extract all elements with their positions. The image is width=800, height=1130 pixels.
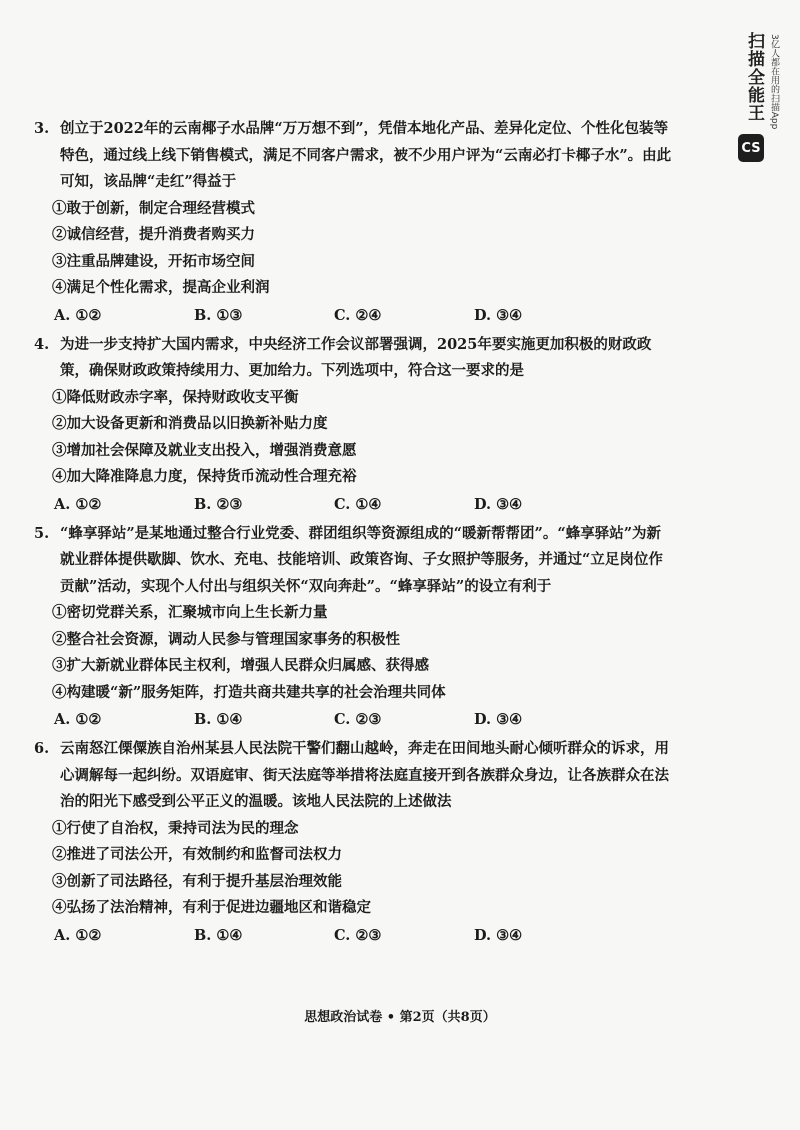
statement-option: ②诚信经营，提升消费者购买力 xyxy=(52,226,255,243)
statement-option: ④满足个性化需求，提高企业利润 xyxy=(52,279,270,296)
choice-d: D. ③④ xyxy=(474,306,523,324)
statement-option: ②整合社会资源，调动人民参与管理国家事务的积极性 xyxy=(52,630,400,648)
choice-a: A. ①② xyxy=(54,711,102,728)
question-number: 4. xyxy=(34,335,50,353)
statement-option: ③扩大新就业群体民主权利，增强人民群众归属感、获得感 xyxy=(52,657,429,674)
answer-choices xyxy=(34,922,674,950)
question-4 xyxy=(34,332,674,519)
choice-d: D. ③④ xyxy=(474,926,523,944)
question-stem xyxy=(34,521,674,601)
choice-b: B. ①③ xyxy=(194,306,243,324)
statement-option: ①密切党群关系，汇聚城市向上生长新力量 xyxy=(52,604,328,621)
question-stem xyxy=(34,116,674,196)
answer-choices xyxy=(34,302,674,330)
question-text: 创立于2022年的云南椰子水品牌“万万想不到”，凭借本地化产品、差异化定位、个性化包装等特色，通过线上线下销售模式，满足不同客户需求，被不少用户评为“云南必打卡椰子水”。由此可知，该品牌“走红”得益于 xyxy=(60,120,672,190)
choice-c: C. ①④ xyxy=(334,495,382,513)
question-number: 6. xyxy=(34,740,50,757)
statement-option: ②推进了司法公开，有效制约和监督司法权力 xyxy=(52,846,342,863)
question-text: 云南怒江傈僳族自治州某县人民法院干警们翻山越岭，奔走在田间地头耐心倾听群众的诉求，用心调解每一起纠纷。双语庭审、街天法庭等举措将法庭直接开到各族群众身边，让各族群众在法治的阳光下感受到公平正义的温暖。该地人民法院的上述做法 xyxy=(60,740,669,810)
watermark-title: 扫描全能王 xyxy=(744,32,764,122)
question-5 xyxy=(34,521,674,735)
choice-a: A. ①② xyxy=(54,926,102,944)
watermark-subtitle: 3亿人都在用的扫描App xyxy=(769,34,779,130)
choice-a: A. ①② xyxy=(54,495,102,513)
exam-page-content xyxy=(34,116,674,952)
answer-choices xyxy=(34,706,674,734)
question-text: “蜂享驿站”是某地通过整合行业党委、群团组织等资源组成的“暖新帮帮团”。“蜂享驿站”为新就业群体提供歇脚、饮水、充电、技能培训、政策咨询、子女照护等服务，并通过“立足岗位作贡献”活动，实现个人付出与组织关怀“双向奔赴”。“蜂享驿站”的设立有利于 xyxy=(60,524,663,595)
statement-option: ③创新了司法路径，有利于提升基层治理效能 xyxy=(52,872,342,890)
choice-b: B. ②③ xyxy=(194,495,243,513)
choice-b: B. ①④ xyxy=(194,711,243,728)
statement-option: ①敢于创新，制定合理经营模式 xyxy=(52,199,255,217)
choice-c: C. ②③ xyxy=(334,711,382,728)
statement-option: ④弘扬了法治精神，有利于促进边疆地区和谐稳定 xyxy=(52,899,371,916)
statement-option: ①行使了自治权，秉持司法为民的理念 xyxy=(52,819,299,837)
scanner-watermark xyxy=(734,14,794,174)
question-text: 为进一步支持扩大国内需求，中央经济工作会议部署强调，2025年要实施更加积极的财政政策，确保财政政策持续用力、更加给力。下列选项中，符合这一要求的是 xyxy=(60,335,652,379)
question-number: 5. xyxy=(34,524,50,542)
question-number: 3. xyxy=(34,120,50,137)
question-stem xyxy=(34,332,674,385)
statement-option: ④构建暖“新”服务矩阵，打造共商共建共享的社会治理共同体 xyxy=(52,683,446,701)
statement-option: ①降低财政赤字率，保持财政收支平衡 xyxy=(52,388,299,406)
question-3 xyxy=(34,116,674,330)
cs-logo-icon: CS xyxy=(738,134,764,162)
answer-choices xyxy=(34,491,674,519)
question-stem xyxy=(34,736,674,816)
choice-c: C. ②③ xyxy=(334,926,382,944)
choice-d: D. ③④ xyxy=(474,711,523,728)
statement-option: ③增加社会保障及就业支出投入，增强消费意愿 xyxy=(52,441,357,459)
choice-c: C. ②④ xyxy=(334,306,382,324)
choice-a: A. ①② xyxy=(54,306,102,324)
choice-b: B. ①④ xyxy=(194,926,243,944)
page-footer: 思想政治试卷 • 第2页（共8页） xyxy=(304,1010,496,1025)
question-6 xyxy=(34,736,674,950)
statement-option: ②加大设备更新和消费品以旧换新补贴力度 xyxy=(52,415,328,432)
statement-option: ③注重品牌建设，开拓市场空间 xyxy=(52,252,255,270)
statement-option: ④加大降准降息力度，保持货币流动性合理充裕 xyxy=(52,468,357,485)
choice-d: D. ③④ xyxy=(474,495,523,513)
